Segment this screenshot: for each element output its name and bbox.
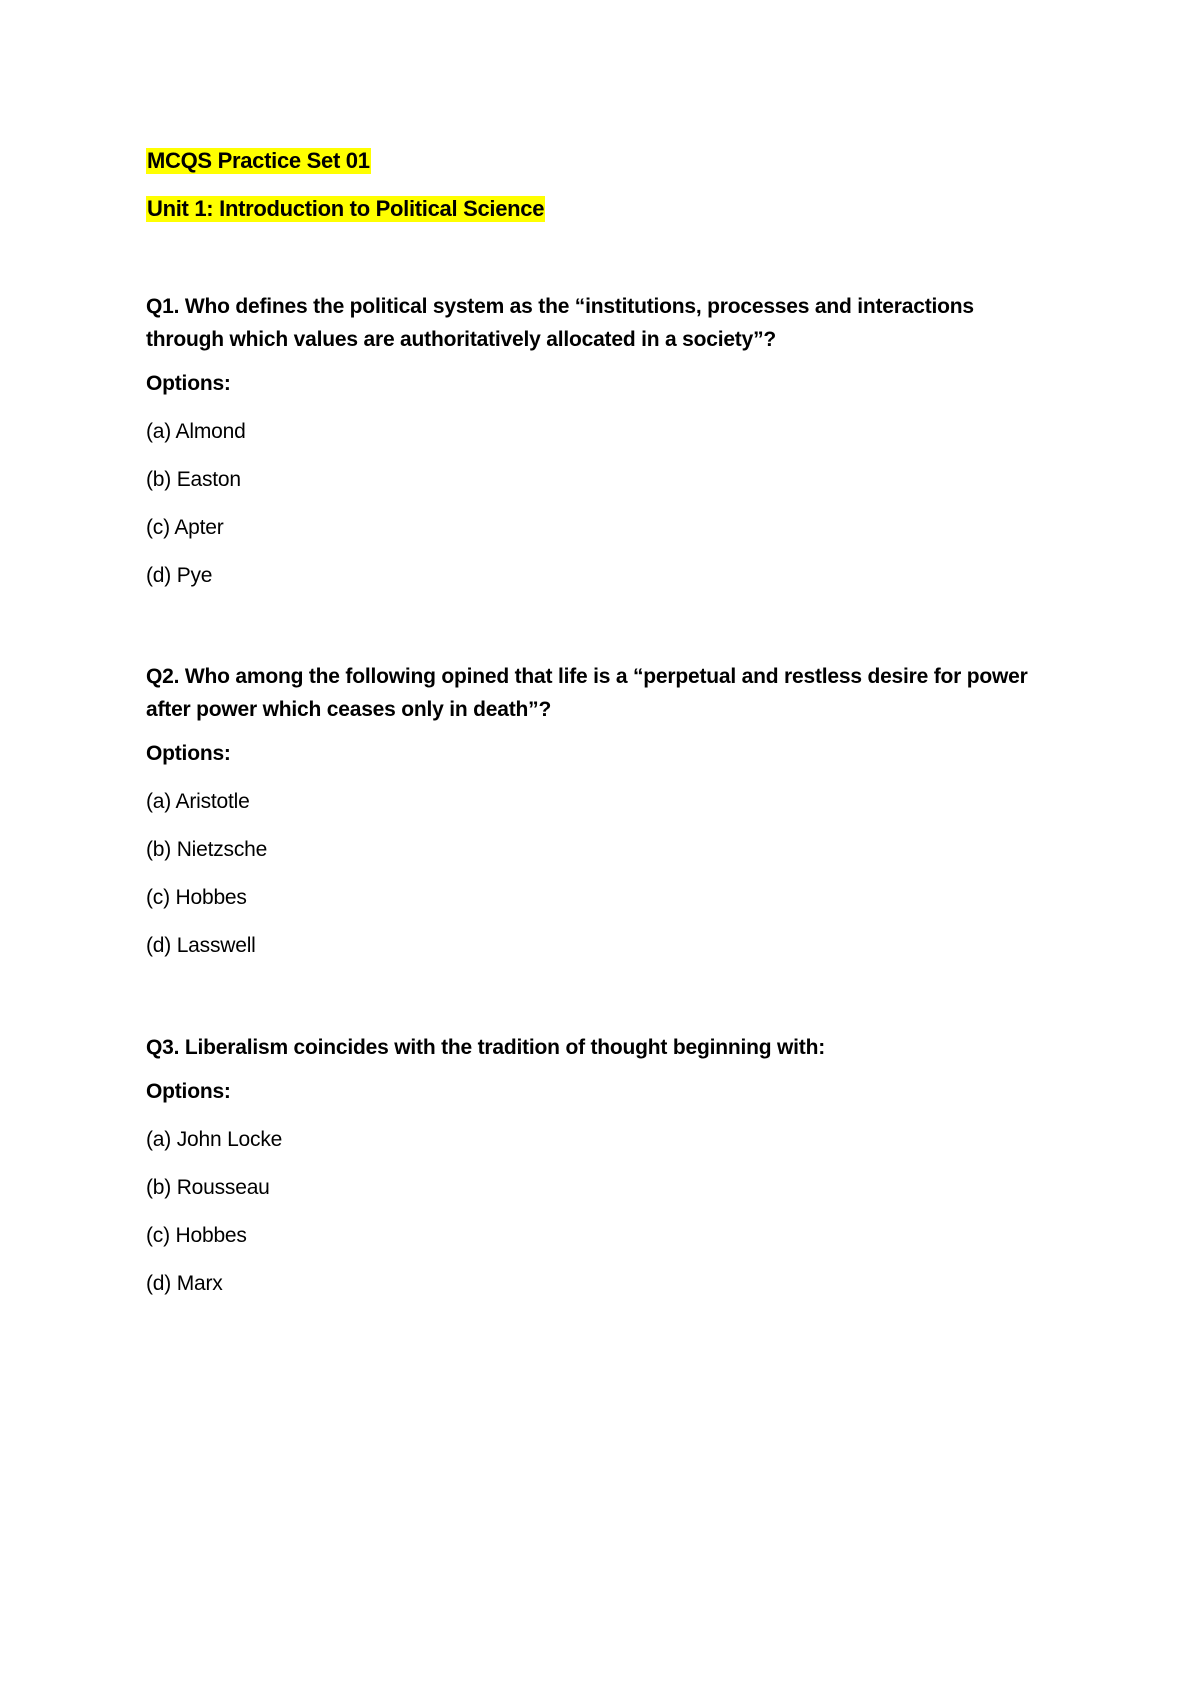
question-3-line-1: Q3. Liberalism coincides with the tradition of thought beginning with: xyxy=(146,1036,825,1059)
unit-title-text: Unit 1: Introduction to Political Science xyxy=(147,196,545,221)
question-1-option-b: (b) Easton xyxy=(146,468,241,491)
question-1-option-d: (d) Pye xyxy=(146,564,213,587)
question-1-options-label: Options: xyxy=(146,372,231,395)
question-2-options-label: Options: xyxy=(146,742,231,765)
question-1 xyxy=(146,290,1076,589)
question-3-option-a: (a) John Locke xyxy=(146,1128,283,1151)
question-1-line-2: through which values are authoritatively allocated in a society”? xyxy=(146,328,777,351)
question-3-option-d: (d) Marx xyxy=(146,1272,223,1295)
question-2-line-1: Q2. Who among the following opined that life is a “perpetual and restless desire for power xyxy=(146,665,1028,688)
question-1-option-c: (c) Apter xyxy=(146,516,224,539)
question-1-line-1: Q1. Who defines the political system as the “institutions, processes and interactions xyxy=(146,295,974,318)
question-2-option-a: (a) Aristotle xyxy=(146,790,250,813)
document-page xyxy=(146,0,1076,1696)
unit-title xyxy=(146,196,545,222)
question-3 xyxy=(146,1031,1076,1297)
question-3-options-label: Options: xyxy=(146,1080,231,1103)
question-2-line-2: after power which ceases only in death”? xyxy=(146,698,552,721)
question-3-option-b: (b) Rousseau xyxy=(146,1176,270,1199)
question-2 xyxy=(146,660,1076,959)
practice-set-title xyxy=(146,148,371,174)
question-2-option-b: (b) Nietzsche xyxy=(146,838,268,861)
question-1-option-a: (a) Almond xyxy=(146,420,246,443)
question-3-option-c: (c) Hobbes xyxy=(146,1224,247,1247)
question-2-option-c: (c) Hobbes xyxy=(146,886,247,909)
practice-set-title-text: MCQS Practice Set 01 xyxy=(147,148,370,173)
question-2-option-d: (d) Lasswell xyxy=(146,934,256,957)
